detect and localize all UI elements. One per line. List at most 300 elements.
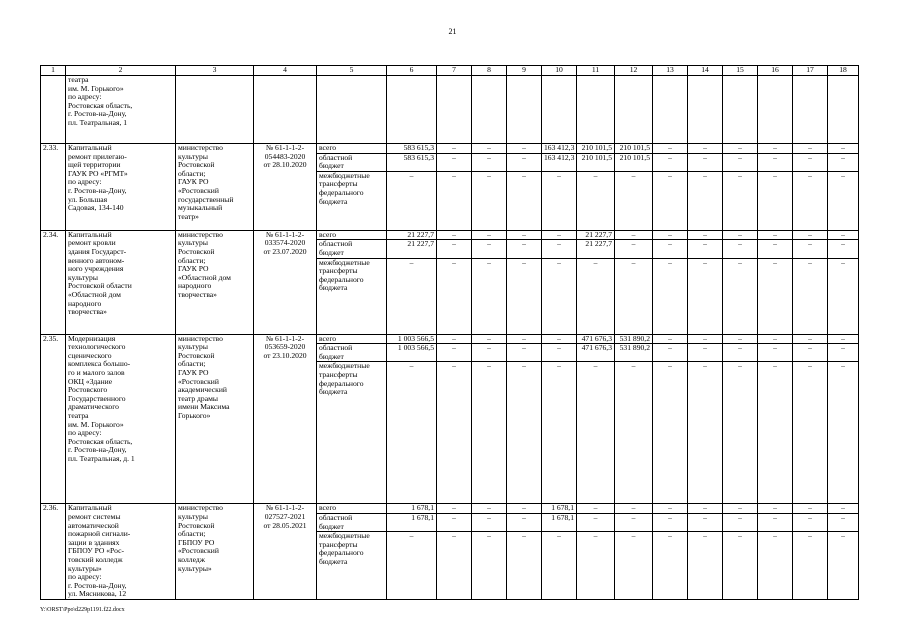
doc-line: от 28.10.2020 <box>263 160 307 170</box>
column-header: 6 <box>387 66 437 76</box>
object-name-line: здания Государст- <box>68 246 127 256</box>
funding-source-line: областной <box>319 153 353 162</box>
expertise-doc <box>254 504 317 600</box>
value-cell: – <box>758 334 793 344</box>
value-cell: – <box>828 153 859 171</box>
org-line: области; <box>178 359 206 369</box>
value-cell: – <box>723 240 758 258</box>
org-line: имени Максима <box>178 402 230 412</box>
column-header: 9 <box>507 66 542 76</box>
item-number: 2.35. <box>41 334 66 504</box>
value-cell: – <box>437 334 472 344</box>
org-line: музыкальный <box>178 203 223 213</box>
funding-source-line: областной <box>319 513 353 522</box>
table-cell <box>688 76 723 144</box>
funding-source-line: бюджет <box>319 351 344 361</box>
value-cell: – <box>758 153 793 171</box>
value-cell: – <box>653 171 688 230</box>
org-line: театр драмы <box>178 393 219 403</box>
value-cell: – <box>723 144 758 154</box>
item-number: 2.36. <box>41 504 66 600</box>
funding-source <box>317 513 387 531</box>
value-cell: – <box>507 334 542 344</box>
funding-source <box>317 334 387 344</box>
value-cell: – <box>437 144 472 154</box>
value-cell: – <box>688 362 723 504</box>
column-header: 4 <box>254 66 317 76</box>
object-name-line: пл. Театральная, д. 1 <box>68 453 135 463</box>
org-line: «Ростовский <box>178 546 219 556</box>
value-cell: – <box>577 532 615 600</box>
funding-source-line: всего <box>319 230 337 239</box>
value-cell: – <box>472 240 507 258</box>
object-name <box>66 334 176 504</box>
value-cell: 163 412,3 <box>542 153 577 171</box>
column-header: 10 <box>542 66 577 76</box>
value-cell: – <box>828 144 859 154</box>
value-cell: – <box>793 334 828 344</box>
continuation-row <box>41 76 859 144</box>
value-cell: – <box>437 258 472 334</box>
value-cell: – <box>472 513 507 531</box>
value-cell: – <box>615 362 653 504</box>
value-cell: – <box>437 362 472 504</box>
object-name-line: щей территории <box>68 160 121 170</box>
expertise-doc <box>254 144 317 231</box>
value-cell: – <box>542 258 577 334</box>
responsible-org <box>176 334 254 504</box>
value-cell: – <box>758 362 793 504</box>
object-name-line: зации в зданиях <box>68 537 120 547</box>
object-name-line: по адресу: <box>68 92 102 102</box>
value-cell: – <box>723 230 758 240</box>
value-cell: – <box>437 153 472 171</box>
value-cell: – <box>688 144 723 154</box>
object-name-line: культуры» <box>68 563 102 573</box>
org-line: «Ростовский <box>178 376 219 386</box>
funding-source-line: федерального <box>319 187 364 197</box>
org-line: министерство <box>178 334 223 343</box>
value-cell: – <box>437 171 472 230</box>
table-cell <box>615 76 653 144</box>
value-cell: 210 101,5 <box>615 144 653 154</box>
value-cell: – <box>542 240 577 258</box>
value-cell: – <box>653 334 688 344</box>
object-name-line: ремонт прилегаю- <box>68 151 127 161</box>
org-line: культуры <box>178 151 208 161</box>
expertise-doc <box>254 334 317 504</box>
value-cell: – <box>723 344 758 362</box>
org-line: области; <box>178 529 206 539</box>
value-cell: – <box>472 344 507 362</box>
table-cell <box>507 76 542 144</box>
funding-source <box>317 504 387 514</box>
funding-source-line: трансферты <box>319 179 358 189</box>
doc-line: 054483-2020 <box>264 151 306 161</box>
org-line: «Областной дом <box>178 272 231 282</box>
value-cell: – <box>828 230 859 240</box>
value-cell: – <box>387 532 437 600</box>
column-header: 14 <box>688 66 723 76</box>
funding-source-line: областной <box>319 239 353 249</box>
value-cell: – <box>437 344 472 362</box>
funding-source-line: межбюджетные <box>319 361 370 371</box>
value-cell: – <box>723 258 758 334</box>
value-cell: – <box>615 504 653 514</box>
value-cell: – <box>653 513 688 531</box>
value-cell: 531 890,2 <box>615 334 653 344</box>
value-cell: – <box>688 240 723 258</box>
object-name <box>66 144 176 231</box>
value-cell: – <box>793 532 828 600</box>
value-cell: – <box>542 334 577 344</box>
column-header: 11 <box>577 66 615 76</box>
funding-source-line: бюджет <box>319 521 344 531</box>
responsible-org <box>176 144 254 231</box>
funding-source-line: межбюджетные <box>319 531 370 541</box>
value-cell: – <box>615 240 653 258</box>
value-cell: – <box>472 504 507 514</box>
funding-source-line: федерального <box>319 548 364 558</box>
value-cell: – <box>472 334 507 344</box>
value-cell: – <box>723 334 758 344</box>
value-cell: – <box>507 532 542 600</box>
responsible-org <box>176 230 254 334</box>
value-cell: – <box>723 171 758 230</box>
org-line: области; <box>178 168 206 178</box>
org-line: колледж <box>178 554 205 564</box>
value-cell: – <box>507 258 542 334</box>
table-row <box>41 144 859 154</box>
object-name-line: венного автоном- <box>68 255 125 265</box>
object-name-line: г. Ростов-на-Дону, <box>68 109 127 119</box>
object-name-line: ОКЦ «Здание <box>68 376 113 386</box>
object-name-line: ГАУК РО «РГМТ» <box>68 168 128 178</box>
value-cell: 1 678,1 <box>387 504 437 514</box>
funding-source-line: бюджета <box>319 283 348 293</box>
doc-line: от 28.05.2021 <box>263 520 307 530</box>
org-line: Горького» <box>178 410 211 420</box>
object-name-line: драматического <box>68 402 119 412</box>
object-name-line: Садовая, 134-140 <box>68 203 124 213</box>
value-cell: – <box>542 171 577 230</box>
column-header: 8 <box>472 66 507 76</box>
object-name-line: г. Ростов-на-Дону, <box>68 445 127 455</box>
funding-source <box>317 230 387 240</box>
value-cell: – <box>758 513 793 531</box>
table-row <box>41 504 859 514</box>
table-cell <box>828 76 859 144</box>
value-cell: – <box>472 362 507 504</box>
table-cell <box>793 76 828 144</box>
value-cell: – <box>653 504 688 514</box>
funding-source-line: межбюджетные <box>319 171 370 180</box>
value-cell: – <box>793 504 828 514</box>
value-cell: – <box>723 532 758 600</box>
table-cell <box>577 76 615 144</box>
value-cell: – <box>472 532 507 600</box>
value-cell: – <box>507 240 542 258</box>
org-line: народного <box>178 281 212 291</box>
value-cell: – <box>387 171 437 230</box>
value-cell: – <box>542 362 577 504</box>
object-name-line: Ростовской области <box>68 281 132 291</box>
value-cell: – <box>688 334 723 344</box>
funding-source <box>317 153 387 171</box>
value-cell: – <box>828 240 859 258</box>
funding-source-line: бюджет <box>319 161 344 171</box>
table-cell <box>653 76 688 144</box>
funding-source-line: бюджет <box>319 247 344 257</box>
column-header: 2 <box>66 66 176 76</box>
value-cell: – <box>615 513 653 531</box>
funding-source-line: областной <box>319 343 353 353</box>
object-name-line: ного учреждения <box>68 264 124 274</box>
doc-line: № 61-1-1-2- <box>265 143 305 152</box>
doc-line: № 61-1-1-2- <box>265 230 305 239</box>
value-cell: – <box>577 171 615 230</box>
object-name-line: творчества» <box>68 307 107 317</box>
value-cell: – <box>507 513 542 531</box>
value-cell: – <box>653 258 688 334</box>
value-cell: – <box>615 171 653 230</box>
object-name <box>66 230 176 334</box>
object-name-line: по адресу: <box>68 428 102 438</box>
org-line: культуры <box>178 511 208 521</box>
object-name-line: ул. Мясникова, 12 <box>68 589 127 599</box>
funding-source-line: бюджета <box>319 556 348 566</box>
object-name-line: ГБПОУ РО «Рос- <box>68 546 124 556</box>
header-row <box>41 66 859 76</box>
doc-line: № 61-1-1-2- <box>265 503 305 513</box>
object-name-line: ремонт кровли <box>68 238 116 248</box>
funding-source <box>317 144 387 154</box>
column-header: 15 <box>723 66 758 76</box>
table-cell <box>542 76 577 144</box>
value-cell: 1 678,1 <box>542 504 577 514</box>
object-name-line: Модернизация <box>68 334 116 343</box>
value-cell: – <box>653 362 688 504</box>
object-name-line: народного <box>68 298 102 308</box>
value-cell: – <box>437 230 472 240</box>
object-name-line: сценического <box>68 350 112 360</box>
funding-source-line: федерального <box>319 274 364 284</box>
object-name-line: им. М. Горького» <box>68 419 124 429</box>
value-cell: – <box>472 258 507 334</box>
table-cell <box>723 76 758 144</box>
value-cell: – <box>758 240 793 258</box>
value-cell: – <box>758 258 793 334</box>
value-cell: 21 227,7 <box>577 230 615 240</box>
value-cell: – <box>828 258 859 334</box>
value-cell: – <box>688 230 723 240</box>
value-cell: 583 615,3 <box>387 153 437 171</box>
value-cell: 163 412,3 <box>542 144 577 154</box>
object-name-line: Государственного <box>68 393 126 403</box>
value-cell: 210 101,5 <box>577 144 615 154</box>
org-line: Ростовской <box>178 160 215 170</box>
org-line: Ростовской <box>178 246 215 256</box>
value-cell: – <box>577 513 615 531</box>
org-line: ГАУК РО <box>178 264 209 274</box>
column-header: 12 <box>615 66 653 76</box>
value-cell: – <box>437 513 472 531</box>
value-cell: – <box>793 171 828 230</box>
value-cell: – <box>723 362 758 504</box>
value-cell: – <box>437 240 472 258</box>
value-cell: – <box>828 334 859 344</box>
value-cell: – <box>653 144 688 154</box>
value-cell: – <box>688 171 723 230</box>
value-cell: – <box>472 153 507 171</box>
value-cell: – <box>758 230 793 240</box>
funding-source <box>317 258 387 334</box>
object-name-line: Капитальный <box>68 503 112 513</box>
value-cell: – <box>615 532 653 600</box>
org-line: Ростовской <box>178 520 215 530</box>
value-cell: – <box>758 504 793 514</box>
org-line: ГАУК РО <box>178 177 209 187</box>
funding-source-line: всего <box>319 143 337 152</box>
value-cell: – <box>688 513 723 531</box>
value-cell: – <box>542 230 577 240</box>
column-header: 5 <box>317 66 387 76</box>
value-cell: – <box>793 153 828 171</box>
value-cell: – <box>828 344 859 362</box>
value-cell: 21 227,7 <box>577 240 615 258</box>
org-line: ГАУК РО <box>178 367 209 377</box>
value-cell: – <box>793 240 828 258</box>
doc-line: от 23.07.2020 <box>263 246 307 256</box>
value-cell: – <box>793 230 828 240</box>
object-name-line: по адресу: <box>68 572 102 582</box>
value-cell: – <box>507 230 542 240</box>
doc-line: 033574-2020 <box>264 238 306 248</box>
value-cell: – <box>507 153 542 171</box>
object-name-line: ремонт системы <box>68 511 121 521</box>
item-number: 2.33. <box>41 144 66 231</box>
value-cell: 210 101,5 <box>577 153 615 171</box>
value-cell: – <box>615 230 653 240</box>
table-cell <box>437 76 472 144</box>
funding-source-line: трансферты <box>319 266 358 276</box>
org-line: министерство <box>178 230 223 239</box>
value-cell: – <box>653 532 688 600</box>
file-path-footer: Y:\ORST\Ppo\d229p1191.f22.docx <box>40 607 125 613</box>
object-name-line: Ростовская область, <box>68 436 133 446</box>
value-cell: 1 003 566,5 <box>387 344 437 362</box>
object-name-line: театра <box>68 75 89 84</box>
value-cell: – <box>688 344 723 362</box>
object-name-line: г. Ростов-на-Дону, <box>68 185 127 195</box>
value-cell: – <box>793 344 828 362</box>
value-cell: – <box>758 532 793 600</box>
object-name-line: по адресу: <box>68 177 102 187</box>
value-cell: – <box>472 144 507 154</box>
org-line: творчества» <box>178 289 217 299</box>
value-cell: – <box>472 230 507 240</box>
value-cell: – <box>437 532 472 600</box>
column-header: 16 <box>758 66 793 76</box>
value-cell: – <box>542 344 577 362</box>
value-cell: 21 227,7 <box>387 240 437 258</box>
value-cell: – <box>828 171 859 230</box>
value-cell: – <box>615 258 653 334</box>
funding-source <box>317 240 387 258</box>
value-cell: 583 615,3 <box>387 144 437 154</box>
value-cell: – <box>653 344 688 362</box>
item-number: 2.34. <box>41 230 66 334</box>
org-line: государственный <box>178 194 234 204</box>
expertise-doc <box>254 230 317 334</box>
value-cell: – <box>653 153 688 171</box>
value-cell: – <box>793 362 828 504</box>
table-cell <box>317 76 387 144</box>
org-line: министерство <box>178 143 223 152</box>
object-name-line: культуры <box>68 272 98 282</box>
table-cell <box>41 76 66 144</box>
column-header: 3 <box>176 66 254 76</box>
column-header: 17 <box>793 66 828 76</box>
value-cell: 1 678,1 <box>387 513 437 531</box>
column-header: 1 <box>41 66 66 76</box>
responsible-org <box>176 504 254 600</box>
org-line: «Ростовский <box>178 185 219 195</box>
object-name-line: театра <box>68 410 89 420</box>
table-row <box>41 230 859 240</box>
value-cell: 1 003 566,5 <box>387 334 437 344</box>
value-cell: 471 676,3 <box>577 344 615 362</box>
value-cell: – <box>758 344 793 362</box>
object-name <box>66 504 176 600</box>
funding-source-line: бюджета <box>319 387 348 397</box>
funding-source-line: федерального <box>319 378 364 388</box>
funding-source <box>317 532 387 600</box>
value-cell: – <box>507 171 542 230</box>
doc-line: № 61-1-1-2- <box>265 334 305 343</box>
funding-source-line: всего <box>319 334 337 343</box>
value-cell: – <box>507 362 542 504</box>
object-name-line: товский колледж <box>68 554 123 564</box>
value-cell: – <box>688 532 723 600</box>
funding-source-line: трансферты <box>319 539 358 549</box>
value-cell: – <box>828 513 859 531</box>
value-cell: – <box>793 144 828 154</box>
org-line: ГБПОУ РО <box>178 537 215 547</box>
funding-source-line: трансферты <box>319 369 358 379</box>
value-cell: 21 227,7 <box>387 230 437 240</box>
value-cell: – <box>472 171 507 230</box>
funding-source <box>317 171 387 230</box>
value-cell: – <box>507 344 542 362</box>
value-cell: – <box>688 258 723 334</box>
value-cell: – <box>723 153 758 171</box>
value-cell: – <box>653 230 688 240</box>
value-cell: – <box>723 504 758 514</box>
value-cell: – <box>577 504 615 514</box>
org-line: министерство <box>178 503 223 513</box>
value-cell: – <box>758 144 793 154</box>
org-line: культуры <box>178 238 208 248</box>
funding-source-line: межбюджетные <box>319 258 370 267</box>
value-cell: – <box>577 258 615 334</box>
value-cell: – <box>688 153 723 171</box>
value-cell: – <box>653 240 688 258</box>
value-cell: – <box>387 258 437 334</box>
value-cell: – <box>758 171 793 230</box>
object-name-line: автоматической <box>68 520 119 530</box>
table-cell <box>176 76 254 144</box>
